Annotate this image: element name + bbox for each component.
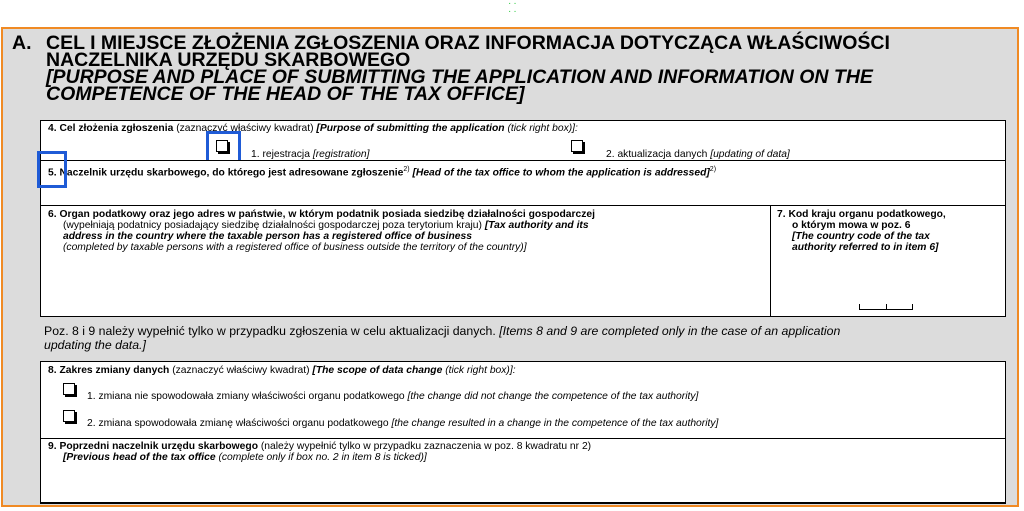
section-letter: A. — [12, 32, 32, 54]
field-8-option-1-label — [87, 391, 698, 402]
field-4-option-2-text-en: [updating of data] — [710, 149, 790, 160]
section-title-en-1: [PURPOSE AND PLACE OF SUBMITTING THE APPLICATION AND INFORMATION ON THE — [46, 66, 873, 88]
field-8-label: 8. Zakres zmiany danych — [48, 365, 170, 376]
field-6-label: 6. Organ podatkowy oraz jego adres w państwie, w którym podatnik posiada siedzibę działalności gospodarczej — [48, 209, 596, 220]
field-8-label-en: [The scope of data change — [312, 365, 443, 376]
field-5-sup: 2) — [403, 166, 410, 173]
field-7-label-1: 7. Kod kraju organu podatkowego, — [777, 209, 946, 220]
field-5-label-en: [Head of the tax office to whom the application is addressed] — [412, 167, 710, 179]
field-8-hint-en: (tick right box)]: — [445, 365, 516, 376]
note-text-en-1: [Items 8 and 9 are completed only in the case of an application — [499, 324, 841, 338]
section-title — [12, 32, 1012, 105]
field-8-label-row — [48, 365, 516, 376]
field-9-label-row — [48, 441, 591, 452]
field-6-hint-en: (completed by taxable persons with a registered office of business outside the territory of the country)] — [63, 242, 527, 253]
field-8-hint: (zaznaczyć właściwy kwadrat) — [172, 365, 310, 376]
field-7-box — [770, 205, 1006, 317]
bottom-border — [40, 502, 1006, 504]
field-5-label: Naczelnik urzędu skarbowego, do którego jest adresowane zgłoszenie — [59, 167, 404, 179]
field-4-option-2-label — [606, 149, 790, 160]
note-text: Poz. 8 i 9 należy wypełnić tylko w przypadku zgłoszenia w celu aktualizacji danych. — [44, 324, 496, 338]
field-4-box — [40, 120, 1006, 161]
field-4-option-1-text-en: [registration] — [312, 149, 370, 160]
section-title-pl-1: CEL I MIEJSCE ZŁOŻENIA ZGŁOSZENIA ORAZ INFORMACJA DOTYCZĄCA WŁAŚCIWOŚCI — [46, 32, 890, 54]
field-7-label-en-1: [The country code of the tax — [792, 231, 930, 242]
field-6-label-en-2: address in the country where the taxable person has a registered office of business — [63, 231, 472, 242]
field-4-option-1-text: 1. rejestracja — [251, 149, 310, 160]
field-6-box — [40, 205, 771, 317]
field-8-option-2-label — [87, 418, 718, 429]
field-4-option-1-label — [251, 149, 370, 160]
items-8-9-note — [44, 324, 1004, 352]
highlight-field-5-number — [37, 151, 67, 188]
field-9-label-en-row — [63, 452, 427, 463]
field-4-option-2-text: 2. aktualizacja danych — [606, 149, 708, 160]
section-title-en-2: COMPETENCE OF THE HEAD OF THE TAX OFFICE] — [46, 83, 525, 105]
field-4-checkbox-update[interactable] — [571, 140, 583, 152]
highlight-checkbox-registration — [206, 131, 241, 163]
field-4-label-row — [48, 123, 578, 134]
field-9-label: 9. Poprzedni naczelnik urzędu skarbowego — [48, 441, 258, 452]
field-7-label-2: o którym mowa w poz. 6 — [792, 220, 911, 231]
country-code-input[interactable] — [859, 304, 913, 310]
field-4-hint-en: (tick right box)]: — [507, 123, 578, 134]
field-5-sup-en: 2) — [709, 166, 717, 173]
note-text-en-2: updating the data.] — [44, 338, 146, 352]
field-4-label: 4. Cel złożenia zgłoszenia — [48, 123, 174, 134]
field-5-number: 5. — [48, 167, 57, 179]
field-8-option-1-text-en: [the change did not change the competence of the tax authority] — [407, 391, 699, 402]
field-5-box — [40, 160, 1006, 206]
field-8-option-2-text: 2. zmiana spowodowała zmianę właściwości organu podatkowego — [87, 418, 389, 429]
field-9-hint-en: (complete only if box no. 2 in item 8 is ticked)] — [218, 452, 427, 463]
field-9-label-en: [Previous head of the tax office — [63, 452, 216, 463]
field-8-checkbox-no-change[interactable] — [63, 383, 75, 395]
field-6-hint: (wypełniają podatnicy posiadający siedzibę działalności gospodarczej poza terytorium kraju) — [63, 220, 482, 231]
field-8-checkbox-change[interactable] — [63, 410, 75, 422]
field-5-label-row — [48, 164, 716, 178]
field-4-hint: (zaznaczyć właściwy kwadrat) — [176, 123, 314, 134]
top-marker: ·· ·· — [508, 0, 519, 17]
field-8-option-1-text: 1. zmiana nie spowodowała zmiany właściwości organu podatkowego — [87, 391, 405, 402]
field-7-label-en-2: authority referred to in item 6] — [792, 242, 939, 253]
section-title-pl-2: NACZELNIKA URZĘDU SKARBOWEGO — [46, 49, 411, 71]
field-9-hint: (należy wypełnić tylko w przypadku zaznaczenia w poz. 8 kwadratu nr 2) — [260, 441, 592, 452]
field-8-option-2-text-en: [the change resulted in a change in the competence of the tax authority] — [391, 418, 719, 429]
field-9-box — [40, 438, 1006, 504]
field-8-box — [40, 361, 1006, 439]
field-4-label-en: [Purpose of submitting the application — [316, 123, 505, 134]
field-6-label-en-1: [Tax authority and its — [484, 220, 589, 231]
field-6-hint-row — [63, 220, 589, 231]
